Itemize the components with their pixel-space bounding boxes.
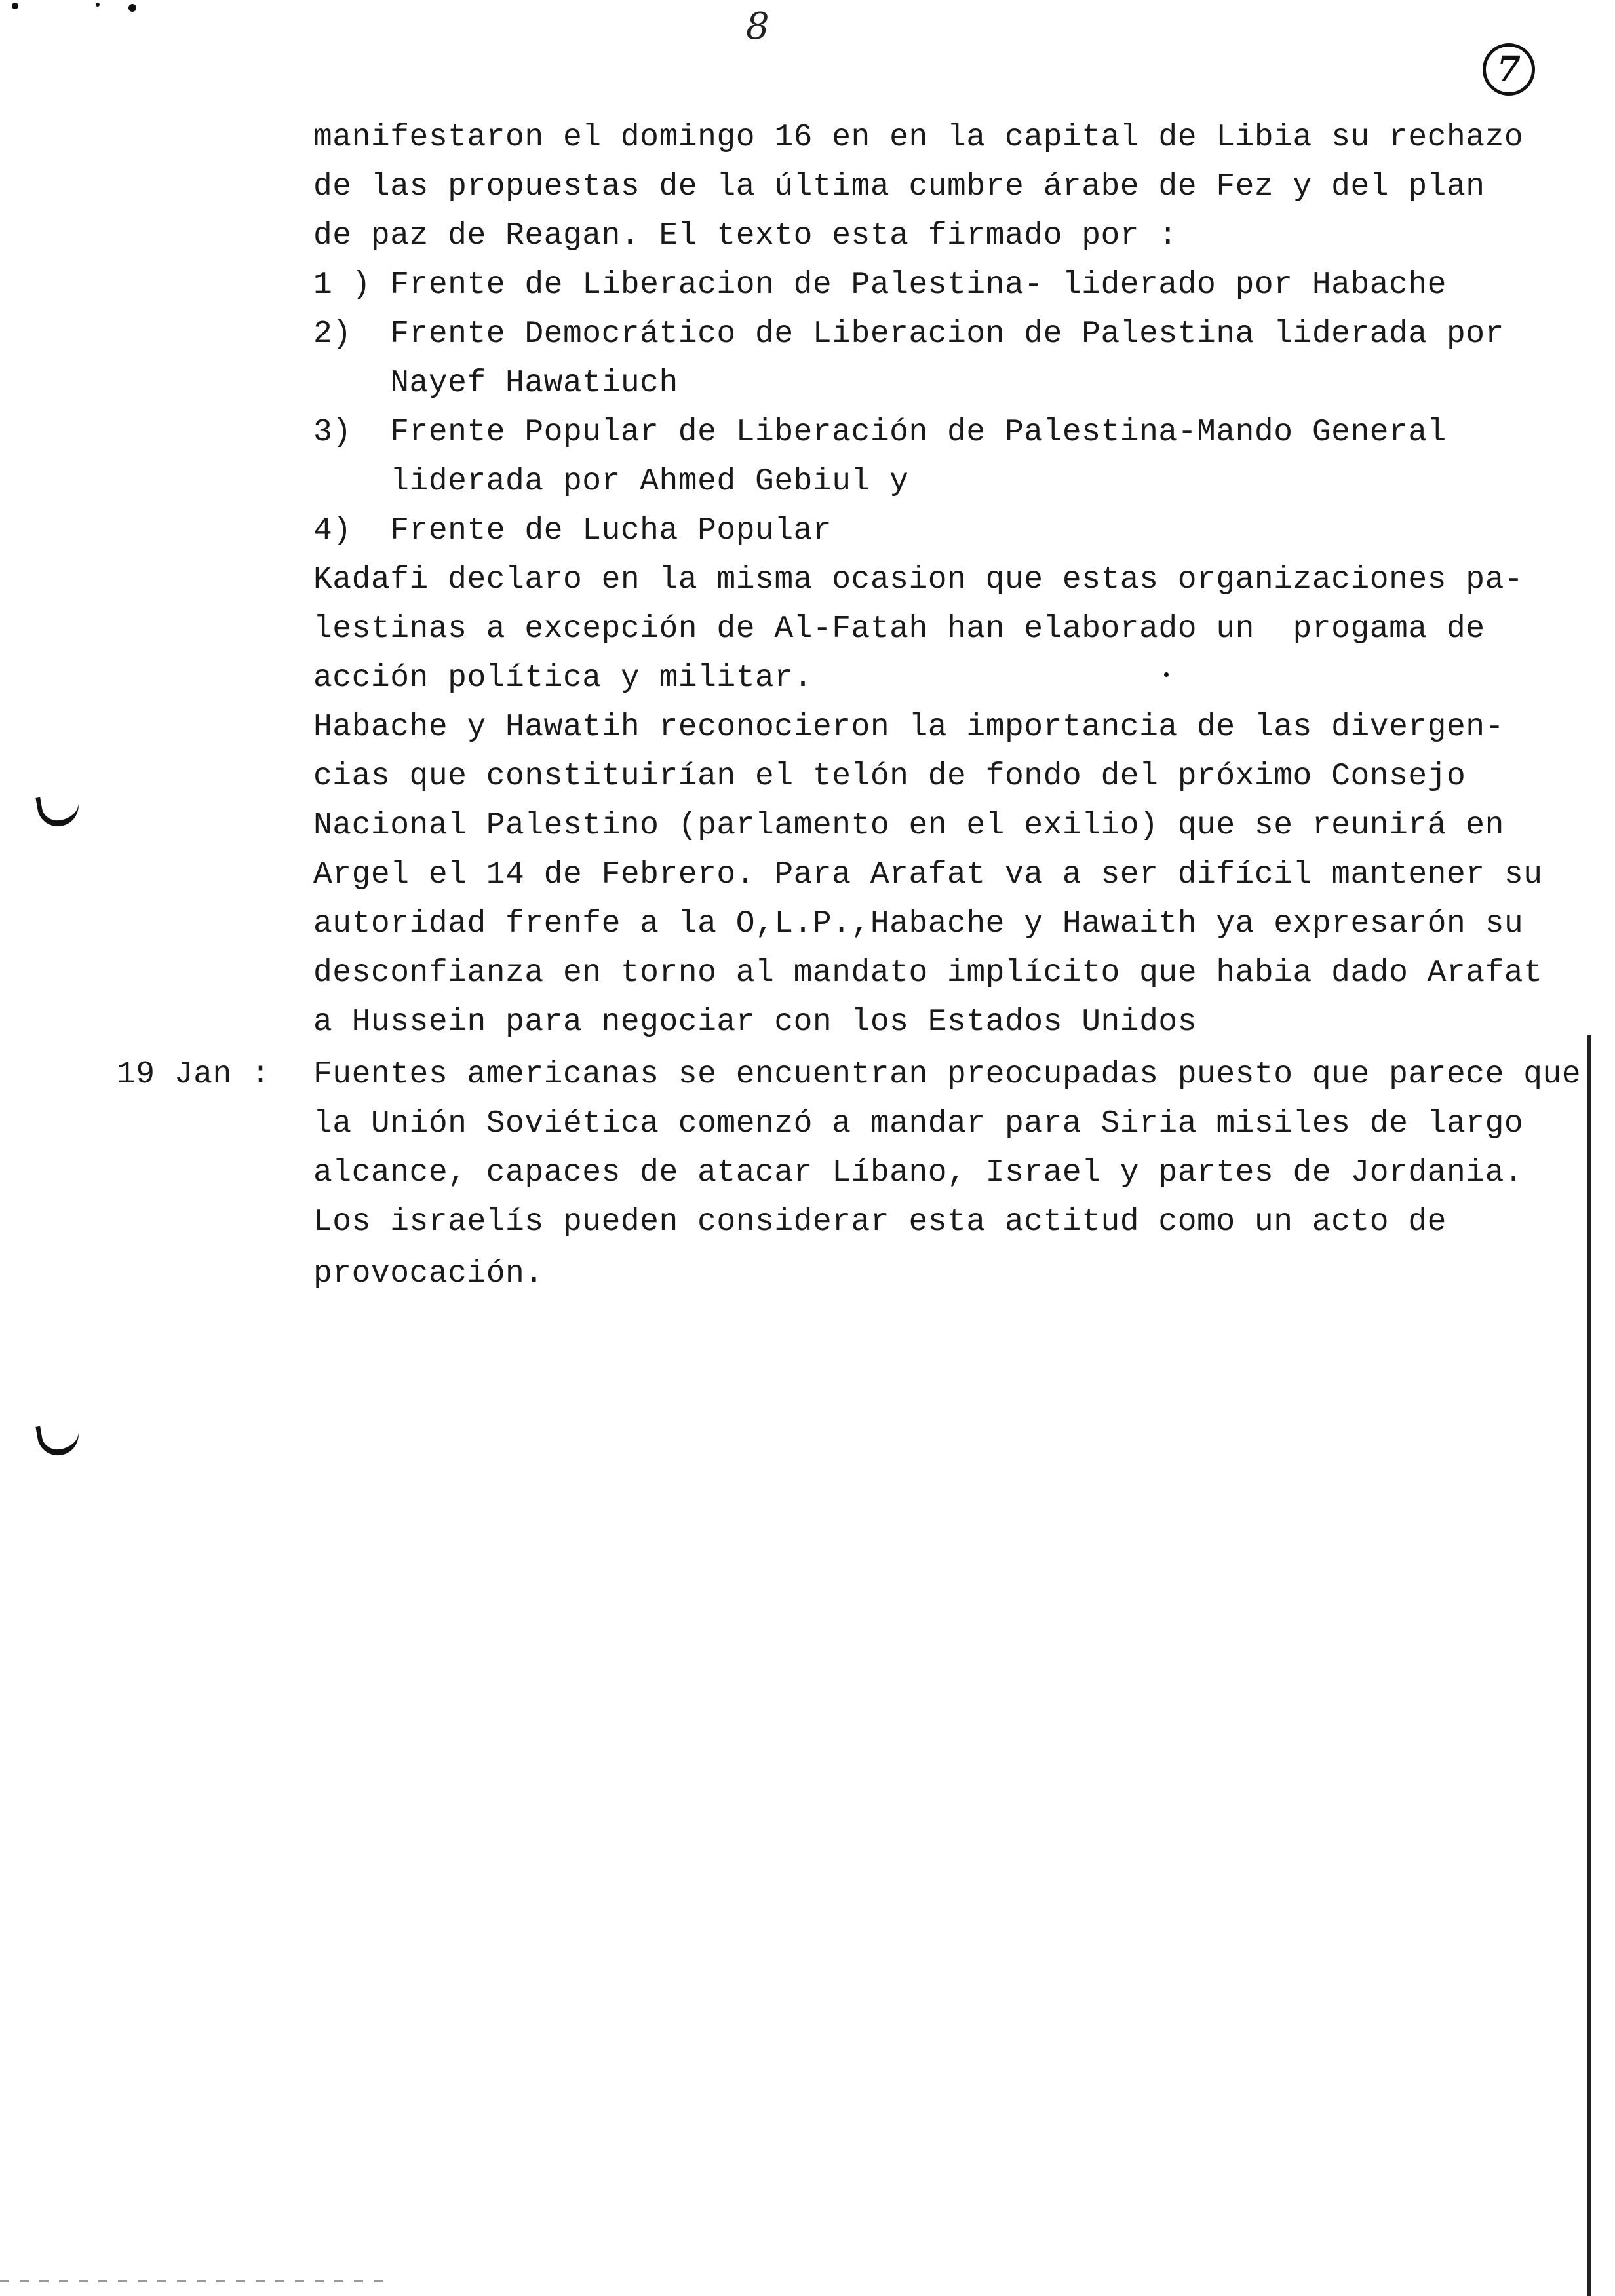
stray-ink-dot: [1164, 672, 1169, 677]
body-line: 4) Frente de Lucha Popular: [313, 513, 832, 548]
body-line: 3) Frente Popular de Liberación de Palestina-Mando General: [313, 415, 1447, 450]
entry-line: provocación.: [313, 1256, 544, 1292]
bottom-edge-speckle: [0, 2280, 393, 2282]
body-line: autoridad frenfe a la O,L.P.,Habache y Hawaith ya expresarón su: [313, 906, 1524, 942]
body-line: 2) Frente Democrático de Liberacion de Palestina liderada por: [313, 316, 1504, 352]
body-line: Argel el 14 de Febrero. Para Arafat va a ser difícil mantener su: [313, 857, 1543, 892]
body-line: de paz de Reagan. El texto esta firmado por :: [313, 218, 1178, 254]
body-line: Nacional Palestino (parlamento en el exilio) que se reunirá en: [313, 808, 1504, 843]
circled-page-number: 7: [1483, 43, 1535, 96]
body-line: Nayef Hawatiuch: [313, 366, 678, 401]
body-line: Kadafi declaro en la misma ocasion que estas organizaciones pa-: [313, 562, 1524, 598]
body-line: lestinas a excepción de Al-Fatah han elaborado un progama de: [313, 611, 1485, 647]
body-line: 1 ) Frente de Liberacion de Palestina- liderado por Habache: [313, 267, 1447, 303]
top-left-speck: [96, 3, 100, 7]
entry-line: Fuentes americanas se encuentran preocupadas puesto que parece que: [313, 1057, 1582, 1092]
punch-hole-mark: [35, 1420, 82, 1459]
body-line: Habache y Hawatih reconocieron la importancia de las divergen-: [313, 710, 1504, 745]
entry-date: 19 Jan :: [117, 1057, 271, 1092]
body-line: de las propuestas de la última cumbre árabe de Fez y del plan: [313, 169, 1485, 204]
body-line: acción política y militar.: [313, 660, 813, 696]
body-line: liderada por Ahmed Gebiul y: [313, 464, 909, 499]
page-edge-line: [1587, 1035, 1591, 2296]
handwritten-page-mark: 8: [746, 5, 769, 48]
entry-line: la Unión Soviética comenzó a mandar para Siria misiles de largo: [313, 1106, 1524, 1141]
body-line: a Hussein para negociar con los Estados Unidos: [313, 1004, 1197, 1040]
punch-hole-mark: [35, 791, 82, 830]
entry-line: Los israelís pueden considerar esta actitud como un acto de: [313, 1204, 1447, 1240]
body-line: cias que constituirían el telón de fondo del próximo Consejo: [313, 759, 1466, 794]
body-line: desconfianza en torno al mandato implícito que habia dado Arafat: [313, 955, 1543, 991]
top-left-speck: [128, 4, 136, 12]
top-left-speck: [12, 3, 18, 9]
entry-line: alcance, capaces de atacar Líbano, Israel y partes de Jordania.: [313, 1155, 1524, 1191]
body-line: manifestaron el domingo 16 en en la capital de Libia su rechazo: [313, 120, 1524, 155]
